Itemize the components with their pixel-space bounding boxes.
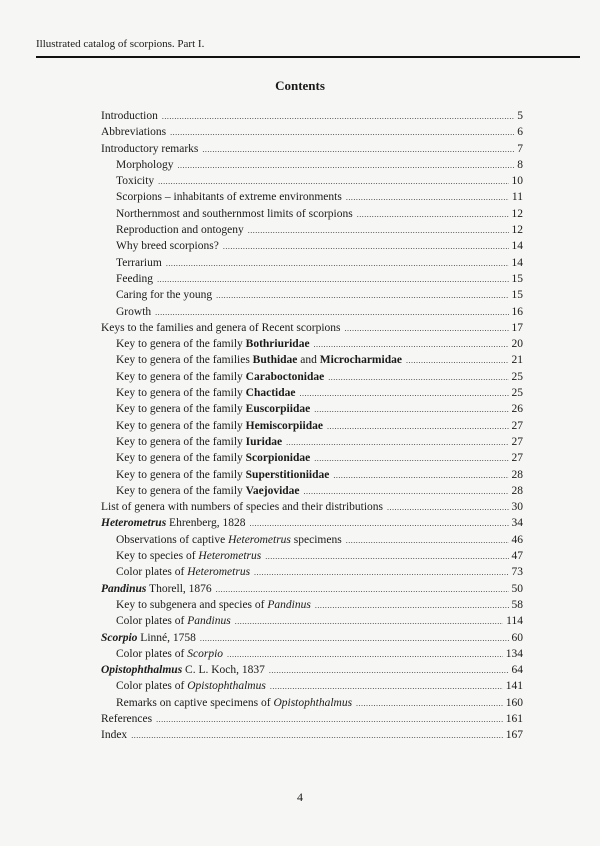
toc-entry-page: 12 — [511, 207, 523, 220]
toc-entry-text: Key to species of — [116, 550, 199, 563]
toc-entry-text: Feeding — [116, 272, 154, 285]
toc-entry — [101, 206, 523, 222]
toc-entry-text: Euscorpiidae — [245, 403, 311, 416]
dot-leader — [265, 549, 508, 565]
toc-entry-page: 134 — [505, 647, 523, 660]
dot-leader — [170, 125, 514, 141]
dot-leader — [157, 272, 508, 288]
dot-leader — [216, 288, 508, 304]
toc-entry-page: 12 — [511, 224, 523, 237]
toc-entry — [101, 548, 523, 564]
dot-leader — [314, 402, 508, 418]
toc-entry-text: Morphology — [116, 158, 174, 171]
toc-entry-page: 167 — [505, 729, 523, 742]
toc-entry — [101, 108, 523, 124]
toc-entry-page: 46 — [511, 533, 523, 546]
toc-entry-label — [116, 255, 166, 271]
toc-entry-page: 5 — [517, 110, 523, 122]
toc-entry-label — [116, 222, 248, 238]
toc-entry-text: C. L. Koch, 1837 — [182, 664, 265, 677]
toc-entry-label — [116, 157, 178, 173]
toc-entry-label — [116, 597, 315, 613]
dot-leader — [315, 598, 509, 614]
toc-entry-text: Color plates of — [116, 566, 188, 579]
toc-entry-text: Remarks on captive specimens of — [116, 696, 274, 709]
toc-entry-label — [116, 532, 346, 548]
toc-entry — [101, 630, 523, 646]
toc-entry — [101, 695, 523, 711]
toc-entry-text: Key to genera of the family — [116, 484, 246, 497]
toc-entry-label — [101, 515, 249, 531]
dot-leader — [223, 239, 509, 255]
toc-entry-text: Scorpio — [187, 647, 224, 660]
toc-entry-text: Color plates of — [116, 647, 188, 660]
toc-entry-page: 161 — [505, 712, 523, 725]
toc-entry-text: Heterometrus — [198, 550, 262, 563]
toc-entry-label — [116, 304, 155, 320]
toc-entry — [101, 141, 523, 157]
toc-entry-page: 34 — [511, 517, 523, 530]
toc-entry-label — [116, 450, 314, 466]
toc-entry-page: 11 — [511, 191, 523, 204]
dot-leader — [345, 321, 509, 337]
toc-entry-text: Key to genera of the family — [116, 338, 246, 351]
running-header: Illustrated catalog of scorpions. Part I. — [36, 38, 205, 50]
toc-entry — [101, 173, 523, 189]
toc-entry — [101, 255, 523, 271]
toc-entry-page: 17 — [511, 321, 523, 334]
toc-entry-label — [116, 678, 270, 694]
toc-entry-page: 25 — [511, 370, 523, 383]
toc-entry-text: Scorpionidae — [245, 452, 311, 465]
toc-entry-text: Heterometrus — [101, 517, 167, 530]
toc-entry — [101, 483, 523, 499]
toc-entry-label — [116, 613, 235, 629]
toc-entry-label — [101, 630, 200, 646]
toc-entry — [101, 369, 523, 385]
dot-leader — [254, 565, 508, 581]
dot-leader — [304, 484, 509, 500]
toc-entry — [101, 434, 523, 450]
dot-leader — [387, 500, 508, 516]
toc-entry-label — [116, 336, 314, 352]
dot-leader — [286, 435, 508, 451]
toc-entry-label — [116, 206, 357, 222]
toc-entry-text: Introduction — [101, 110, 158, 122]
toc-entry-label — [116, 646, 227, 662]
toc-entry-page: 7 — [517, 142, 523, 155]
toc-entry-page: 10 — [511, 175, 523, 188]
dot-leader — [328, 370, 508, 386]
toc-entry-text: References — [101, 712, 153, 725]
toc-entry-label — [116, 385, 300, 401]
toc-entry — [101, 189, 523, 205]
dot-leader — [155, 305, 508, 321]
toc-entry-page: 20 — [511, 338, 523, 351]
toc-entry-page: 6 — [517, 126, 523, 139]
toc-entry — [101, 727, 523, 743]
toc-entry-text: Keys to the families and genera of Recent scorpions — [101, 321, 341, 334]
dot-leader — [346, 533, 509, 549]
toc-entry-page: 21 — [511, 354, 523, 367]
toc-entry-text: Ehrenberg, 1828 — [166, 517, 246, 530]
dot-leader — [156, 712, 503, 728]
toc-entry-text: Terrarium — [116, 256, 162, 269]
toc-entry-page: 15 — [511, 289, 523, 302]
toc-entry-text: Scorpions – inhabitants of extreme environments — [116, 191, 342, 204]
toc-entry-page: 15 — [511, 272, 523, 285]
toc-entry-text: Key to genera of the family — [116, 452, 246, 465]
toc-entry-text: Abbreviations — [101, 126, 167, 139]
toc-entry-text: Vaejovidae — [245, 484, 300, 497]
contents-title: Contents — [275, 78, 325, 93]
toc-entry-page: 73 — [511, 566, 523, 579]
toc-entry-label — [101, 662, 269, 678]
table-of-contents — [101, 108, 523, 744]
toc-entry-page: 47 — [511, 550, 523, 563]
toc-entry-text: Caring for the young — [116, 289, 213, 302]
toc-entry-text: Observations of captive — [116, 533, 229, 546]
toc-entry-page: 8 — [517, 158, 523, 171]
toc-entry-label — [116, 564, 254, 580]
toc-entry-page: 14 — [511, 256, 523, 269]
toc-entry-text: Opistophthalmus — [273, 696, 353, 709]
toc-entry-text: Key to subgenera and species of — [116, 598, 268, 611]
toc-entry — [101, 597, 523, 613]
dot-leader — [270, 679, 503, 695]
toc-entry-text: Linné, 1758 — [137, 631, 196, 644]
toc-entry-page: 27 — [511, 419, 523, 432]
toc-entry-label — [101, 499, 387, 515]
toc-entry-page: 30 — [511, 501, 523, 514]
toc-entry-page: 28 — [511, 468, 523, 481]
toc-entry-page: 27 — [511, 452, 523, 465]
dot-leader — [248, 223, 509, 239]
toc-entry — [101, 157, 523, 173]
toc-entry — [101, 385, 523, 401]
toc-entry-text: Toxicity — [116, 175, 155, 188]
toc-entry-label — [101, 727, 131, 743]
toc-entry-text: Growth — [116, 305, 152, 318]
toc-entry-label — [101, 320, 345, 336]
toc-entry-text: Index — [101, 729, 128, 742]
toc-entry-text: Key to genera of the family — [116, 419, 246, 432]
dot-leader — [346, 190, 509, 206]
toc-entry-text: Heterometrus — [228, 533, 291, 546]
toc-entry-page: 16 — [511, 305, 523, 318]
toc-entry — [101, 287, 523, 303]
toc-entry-label — [116, 238, 223, 254]
toc-entry-label — [116, 467, 333, 483]
toc-entry — [101, 532, 523, 548]
toc-entry — [101, 678, 523, 694]
toc-entry — [101, 581, 523, 597]
toc-entry-label — [101, 141, 202, 157]
toc-entry-text: List of genera with numbers of species and their distributions — [101, 501, 384, 514]
toc-entry-text: Superstitioniidae — [245, 468, 330, 481]
toc-entry-text: Key to genera of the family — [116, 435, 246, 448]
dot-leader — [227, 647, 503, 663]
toc-entry-text: Key to genera of the family — [116, 403, 246, 416]
toc-entry-label — [101, 711, 156, 727]
toc-entry-text: Northernmost and southernmost limits of scorpions — [116, 207, 353, 220]
toc-entry-text: Hemiscorpiidae — [245, 419, 323, 432]
toc-entry-page: 27 — [511, 435, 523, 448]
dot-leader — [178, 158, 515, 174]
toc-entry — [101, 238, 523, 254]
toc-entry — [101, 418, 523, 434]
toc-entry — [101, 613, 523, 629]
toc-entry-text: Chactidae — [245, 387, 296, 400]
toc-entry-label — [101, 581, 216, 597]
toc-entry-text: Color plates of — [116, 680, 188, 693]
toc-entry-text: Key to genera of the families — [116, 354, 253, 367]
dot-leader — [300, 386, 509, 402]
toc-entry-label — [116, 418, 327, 434]
dot-leader — [200, 631, 509, 647]
toc-entry-label — [116, 173, 158, 189]
toc-entry — [101, 499, 523, 515]
toc-entry-page: 26 — [511, 403, 523, 416]
toc-entry — [101, 662, 523, 678]
toc-entry-text: Opistophthalmus — [101, 664, 183, 677]
toc-entry — [101, 711, 523, 727]
toc-entry-text: Introductory remarks — [101, 142, 199, 155]
toc-entry-label — [116, 352, 406, 368]
toc-entry — [101, 336, 523, 352]
toc-entry-label — [101, 124, 170, 140]
toc-entry-page: 50 — [511, 582, 523, 595]
toc-entry-text: Iuridae — [245, 435, 283, 448]
dot-leader — [131, 728, 503, 744]
toc-entry-text: Pandinus — [267, 598, 311, 611]
dot-leader — [333, 468, 508, 484]
dot-leader — [249, 516, 508, 532]
toc-entry-label — [116, 189, 346, 205]
toc-entry — [101, 564, 523, 580]
toc-entry-label — [116, 287, 216, 303]
dot-leader — [235, 614, 503, 630]
toc-entry-text: and — [297, 354, 320, 367]
toc-entry-text: Bothriuridae — [245, 338, 310, 351]
toc-entry-page: 28 — [511, 484, 523, 497]
toc-entry-text: Scorpio — [101, 631, 138, 644]
toc-entry-text: Why breed scorpions? — [116, 240, 219, 253]
toc-entry-page: 60 — [511, 631, 523, 644]
toc-entry-text: Pandinus — [187, 615, 231, 628]
toc-entry — [101, 352, 523, 368]
toc-entry-label — [101, 108, 162, 124]
toc-entry-text: Key to genera of the family — [116, 387, 246, 400]
toc-entry-label — [116, 695, 356, 711]
toc-entry-text: Thorell, 1876 — [146, 582, 212, 595]
dot-leader — [162, 109, 514, 125]
dot-leader — [202, 142, 514, 158]
toc-entry-text: Pandinus — [101, 582, 147, 595]
dot-leader — [314, 337, 509, 353]
toc-entry — [101, 222, 523, 238]
toc-entry — [101, 401, 523, 417]
toc-entry-page: 25 — [511, 387, 523, 400]
toc-entry-text: Opistophthalmus — [187, 680, 266, 693]
toc-entry-text: Key to genera of the family — [116, 370, 246, 383]
toc-entry — [101, 271, 523, 287]
toc-entry-text: Caraboctonidae — [245, 370, 325, 383]
toc-entry-text: Buthidae — [252, 354, 298, 367]
toc-entry — [101, 515, 523, 531]
toc-entry-label — [116, 369, 328, 385]
toc-entry-page: 114 — [506, 615, 523, 628]
toc-entry — [101, 320, 523, 336]
toc-entry-text: Key to genera of the family — [116, 468, 246, 481]
header-rule — [36, 56, 580, 58]
dot-leader — [216, 582, 509, 598]
dot-leader — [166, 256, 509, 272]
toc-entry-label — [116, 434, 286, 450]
toc-entry-page: 141 — [505, 680, 523, 693]
toc-entry-label — [116, 483, 304, 499]
toc-entry — [101, 304, 523, 320]
toc-entry-text: Heterometrus — [187, 566, 251, 579]
toc-entry-text: Color plates of — [116, 615, 188, 628]
dot-leader — [314, 451, 508, 467]
toc-entry — [101, 467, 523, 483]
toc-entry-page: 58 — [511, 598, 523, 611]
dot-leader — [327, 419, 509, 435]
toc-entry-label — [116, 271, 157, 287]
toc-entry-text: Microcharmidae — [319, 354, 402, 367]
toc-entry-text: specimens — [290, 533, 342, 546]
dot-leader — [357, 207, 509, 223]
toc-entry-page: 64 — [511, 664, 523, 677]
dot-leader — [356, 696, 503, 712]
toc-entry-page: 160 — [505, 696, 523, 709]
toc-entry-text: Reproduction and ontogeny — [116, 224, 244, 237]
dot-leader — [406, 353, 509, 369]
toc-entry-label — [116, 401, 314, 417]
dot-leader — [269, 663, 509, 679]
toc-entry-page: 14 — [511, 240, 523, 253]
toc-entry-label — [116, 548, 265, 564]
toc-entry — [101, 124, 523, 140]
page-number: 4 — [297, 790, 303, 804]
toc-entry — [101, 646, 523, 662]
dot-leader — [158, 174, 508, 190]
toc-entry — [101, 450, 523, 466]
